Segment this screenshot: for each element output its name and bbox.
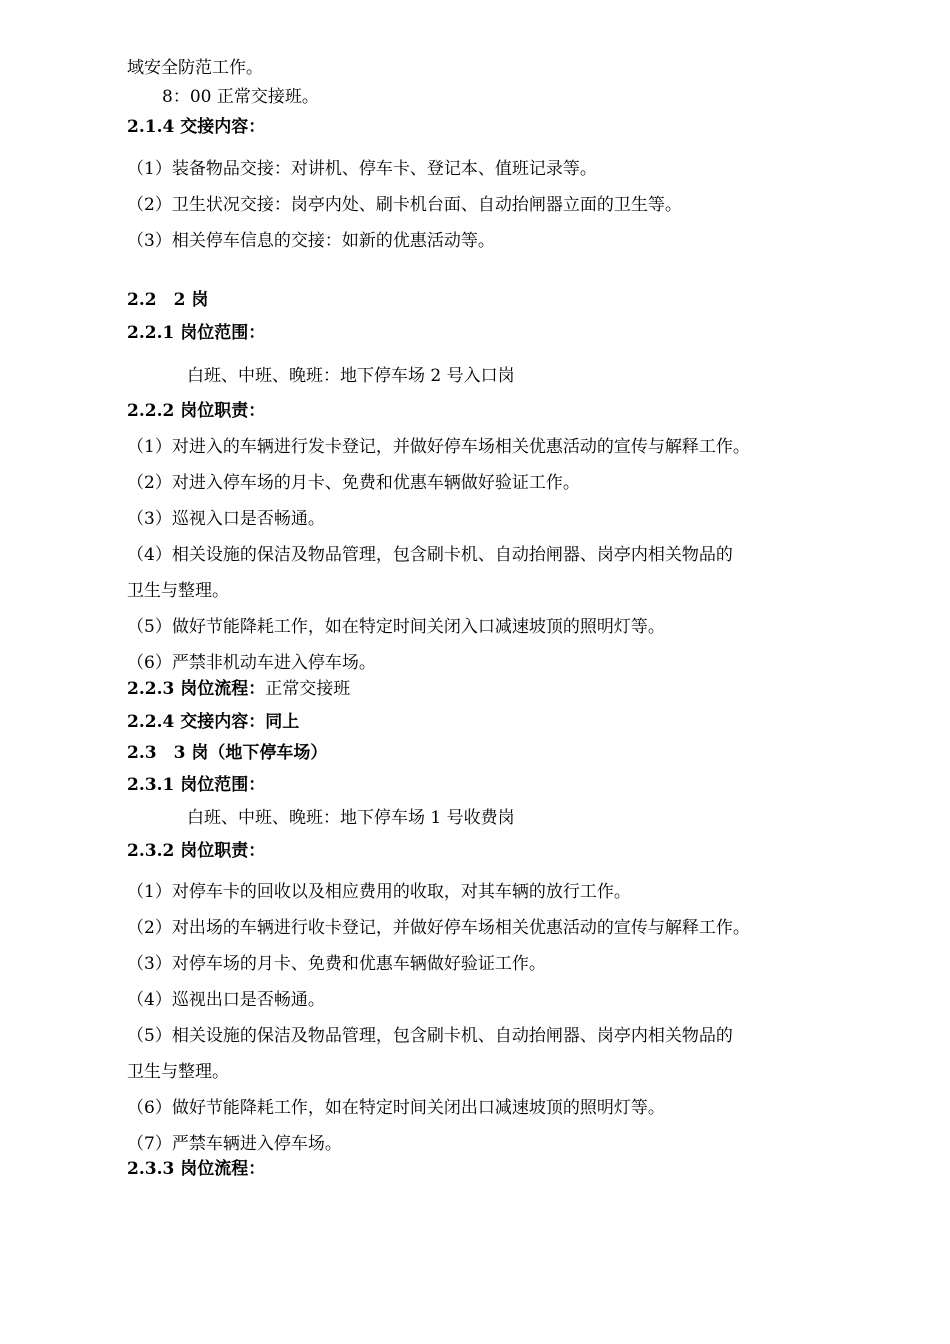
section-heading [127,678,350,700]
section-heading: 2.3.1 岗位范围： [127,775,266,795]
list-item: （7）严禁车辆进入停车场。 [127,1134,342,1154]
section-heading: 2.3 3 岗（地下停车场） [127,743,328,763]
section-heading: 2.3.2 岗位职责： [127,841,266,861]
list-item: （4）相关设施的保洁及物品管理，包含刷卡机、自动抬闸器、岗亭内相关物品的 [127,545,733,565]
list-item: （5）做好节能降耗工作，如在特定时间关闭入口减速坡顶的照明灯等。 [127,617,665,637]
list-item: （6）严禁非机动车进入停车场。 [127,653,376,673]
list-item-continuation: 卫生与整理。 [127,1062,229,1082]
body-text-line: 白班、中班、晚班：地下停车场 2 号入口岗 [187,366,515,386]
section-heading: 2.2.1 岗位范围： [127,323,266,343]
list-item: （6）做好节能降耗工作，如在特定时间关闭出口减速坡顶的照明灯等。 [127,1098,665,1118]
section-heading: 2.2.4 交接内容：同上 [127,712,300,732]
list-item: （2）对出场的车辆进行收卡登记，并做好停车场相关优惠活动的宣传与解释工作。 [127,918,750,938]
list-item-continuation: 卫生与整理。 [127,581,229,601]
list-item: （3）相关停车信息的交接：如新的优惠活动等。 [127,231,495,251]
section-heading: 2.2 2 岗 [127,290,209,310]
section-heading: 2.2.2 岗位职责： [127,401,266,421]
section-heading: 2.3.3 岗位流程： [127,1159,266,1179]
list-item: （1）对进入的车辆进行发卡登记，并做好停车场相关优惠活动的宣传与解释工作。 [127,437,750,457]
body-text-line: 域安全防范工作。 [127,58,263,78]
list-item: （1）装备物品交接：对讲机、停车卡、登记本、值班记录等。 [127,159,597,179]
list-item: （5）相关设施的保洁及物品管理，包含刷卡机、自动抬闸器、岗亭内相关物品的 [127,1026,733,1046]
list-item: （1）对停车卡的回收以及相应费用的收取，对其车辆的放行工作。 [127,882,631,902]
body-text-line: 白班、中班、晚班：地下停车场 1 号收费岗 [187,808,515,828]
heading-value: 正常交接班 [265,679,351,699]
heading-label: 2.2.3 岗位流程： [127,679,266,699]
list-item: （3）对停车场的月卡、免费和优惠车辆做好验证工作。 [127,954,546,974]
list-item: （3）巡视入口是否畅通。 [127,509,325,529]
list-item: （2）对进入停车场的月卡、免费和优惠车辆做好验证工作。 [127,473,580,493]
body-text-line: 8：00 正常交接班。 [162,87,319,107]
list-item: （2）卫生状况交接：岗亭内处、刷卡机台面、自动抬闸器立面的卫生等。 [127,195,682,215]
section-heading: 2.1.4 交接内容： [127,117,266,137]
list-item: （4）巡视出口是否畅通。 [127,990,325,1010]
